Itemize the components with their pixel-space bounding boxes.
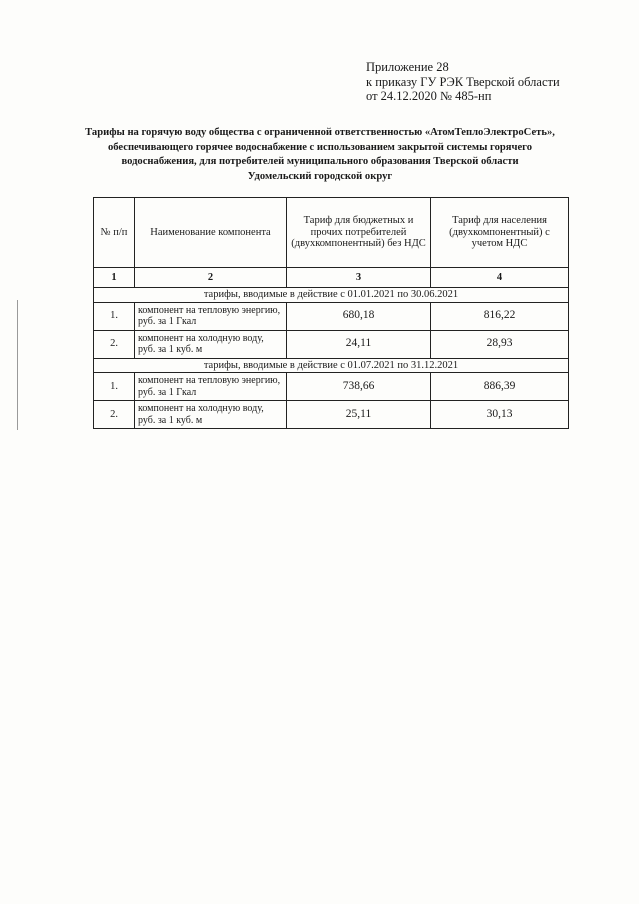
tariff-table — [93, 197, 569, 429]
appendix-date: от 24.12.2020 № 485-нп — [366, 89, 492, 103]
row-num: 2. — [94, 330, 135, 358]
header-population-tariff: Тариф для населения (двухкомпонентный) с учетом НДС — [431, 198, 569, 268]
column-number: 2 — [135, 268, 287, 288]
column-number: 1 — [94, 268, 135, 288]
title-line: Тарифы на горячую воду общества с ограниченной ответственностью «АтомТеплоЭлектроСеть», — [85, 127, 555, 138]
period-row — [94, 288, 569, 303]
table-row — [94, 330, 569, 358]
header-component-name: Наименование компонента — [135, 198, 287, 268]
row-component: компонент на холодную воду, руб. за 1 куб. м — [135, 330, 287, 358]
table-row — [94, 302, 569, 330]
scan-edge-mark — [17, 300, 18, 430]
row-budget-value: 24,11 — [287, 330, 431, 358]
header-budget-tariff: Тариф для бюджетных и прочих потребителей (двухкомпонентный) без НДС — [287, 198, 431, 268]
row-budget-value: 738,66 — [287, 373, 431, 401]
column-number-row — [94, 268, 569, 288]
appendix-order: к приказу ГУ РЭК Тверской области — [366, 74, 560, 89]
period-label: тарифы, вводимые в действие с 01.01.2021 по 30.06.2021 — [94, 288, 569, 303]
table-header-row — [94, 198, 569, 268]
row-component: компонент на тепловую энергию, руб. за 1 Гкал — [135, 302, 287, 330]
period-label: тарифы, вводимые в действие с 01.07.2021 по 31.12.2021 — [94, 358, 569, 373]
period-row — [94, 358, 569, 373]
title-line: Удомельский городской округ — [247, 170, 393, 182]
title-line: водоснабжения, для потребителей муниципального образования Тверской области — [121, 156, 519, 167]
table-row — [94, 401, 569, 429]
row-population-value: 28,93 — [431, 330, 569, 358]
row-num: 1. — [94, 302, 135, 330]
row-num: 2. — [94, 401, 135, 429]
column-number: 3 — [287, 268, 431, 288]
header-num: № п/п — [94, 198, 135, 268]
column-number: 4 — [431, 268, 569, 288]
document-title — [60, 126, 580, 184]
table-row — [94, 373, 569, 401]
appendix-reference — [366, 60, 560, 104]
appendix-number: Приложение 28 — [366, 60, 449, 74]
row-budget-value: 680,18 — [287, 302, 431, 330]
row-num: 1. — [94, 373, 135, 401]
title-line: обеспечивающего горячее водоснабжение с использованием закрытой системы горячего — [107, 141, 533, 153]
row-budget-value: 25,11 — [287, 401, 431, 429]
row-population-value: 886,39 — [431, 373, 569, 401]
row-component: компонент на холодную воду, руб. за 1 куб. м — [135, 401, 287, 429]
row-component: компонент на тепловую энергию, руб. за 1 Гкал — [135, 373, 287, 401]
row-population-value: 816,22 — [431, 302, 569, 330]
row-population-value: 30,13 — [431, 401, 569, 429]
